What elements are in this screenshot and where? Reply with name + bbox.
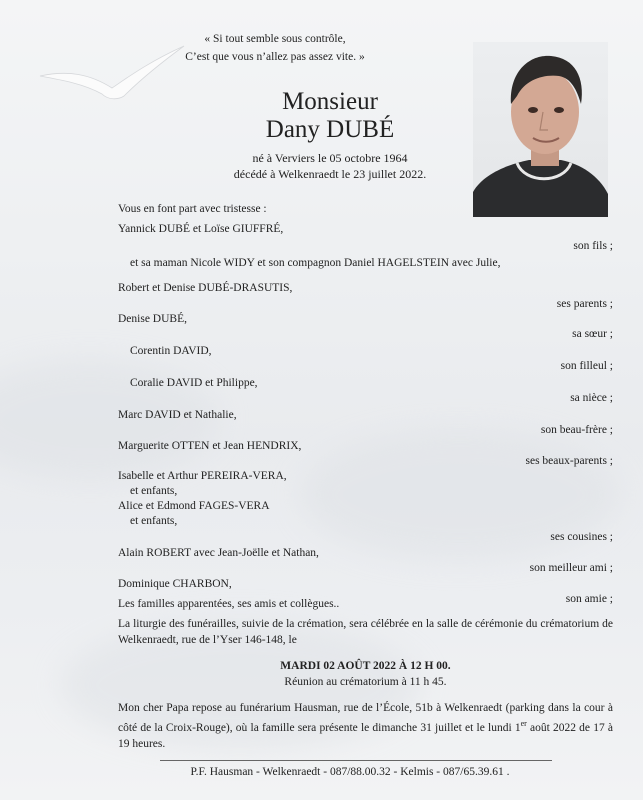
family-entry [118,222,613,254]
family-list [118,222,613,607]
life-dates [180,150,480,182]
entry-names: Isabelle et Arthur PEREIRA-VERA, [118,470,287,482]
viewing-text-part: août 2022 de 17 à 19 heures. [118,721,613,750]
entry-relation: sa sœur ; [572,328,613,340]
family-entry [118,439,613,469]
epigraph-quote [160,30,390,66]
quote-line: C’est que vous n’allez pas assez vite. » [185,51,365,63]
entry-relation: ses beaux-parents ; [525,455,613,467]
families-line: Les familles apparentées, ses amis et collègues.. [118,598,340,610]
entry-names: et enfants, [130,485,178,497]
footer-divider [160,760,552,761]
viewing-text-part: Mon cher Papa repose au funérarium Hausman, rue de l’École, 51b à Welkenraedt (parking dans la cour à côté de la Croix-Rouge), où la famille sera présente le dimanche 31 juillet et le lundi 1 [118,702,613,734]
entry-relation: sa nièce ; [570,392,613,404]
birth-line: né à Verviers le 05 octobre 1964 [252,151,408,165]
family-entry [118,312,613,342]
entry-relation: son meilleur ami ; [529,562,613,574]
entry-relation: son beau-frère ; [540,424,613,436]
family-entry [118,408,613,438]
entry-relation: son amie ; [565,593,613,605]
honorific: Monsieur [282,88,378,115]
portrait-photo [473,42,608,217]
entry-names: Robert et Denise DUBÉ-DRASUTIS, [118,282,293,294]
meeting-time: Réunion au crématorium à 11 h 45. [284,676,447,688]
ceremony-date: MARDI 02 AOÛT 2022 À 12 H 00. [280,660,451,672]
announcement-text: Vous en font part avec tristesse : [118,203,267,215]
ceremony-details [118,596,613,752]
family-entry [118,344,613,374]
entry-names: Alain ROBERT avec Jean-Joëlle et Nathan, [118,547,319,559]
family-entry [118,376,613,406]
entry-relation: son fils ; [573,240,613,252]
death-line: décédé à Welkenraedt le 23 juillet 2022. [233,167,427,181]
entry-names: Alice et Edmond FAGES-VERA [118,500,270,512]
entry-relation: son filleul ; [560,360,613,372]
entry-names: Corentin DAVID, [130,345,212,357]
entry-names: Denise DUBÉ, [118,313,187,325]
family-entry [118,256,613,271]
family-entry [118,546,613,576]
entry-names: Dominique CHARBON, [118,578,232,590]
entry-names: et sa maman Nicole WIDY et son compagnon Daniel HAGELSTEIN avec Julie, [130,257,501,269]
family-entry [118,281,613,312]
funeral-home-footer: P.F. Hausman - Welkenraedt - 087/88.00.32 - Kelmis - 087/65.39.61 . [190,766,510,778]
quote-line: « Si tout semble sous contrôle, [204,33,346,45]
family-entry [118,469,613,545]
entry-names: Yannick DUBÉ et Loïse GIUFFRÉ, [118,223,284,235]
deceased-name: Dany DUBÉ [265,116,395,143]
entry-names: et enfants, [130,515,178,527]
deceased-heading [180,88,480,182]
ordinal-suffix: er [520,719,527,728]
entry-names: Marc DAVID et Nathalie, [118,409,237,421]
entry-names: Marguerite OTTEN et Jean HENDRIX, [118,440,302,452]
entry-names: Coralie DAVID et Philippe, [130,377,258,389]
viewing-text [118,700,613,752]
liturgy-text: La liturgie des funérailles, suivie de la crémation, sera célébrée en la salle de cérémonie du crématorium de Welkenraedt, rue de l’Yser 146-148, le [118,618,613,646]
entry-relation: ses cousines ; [550,531,613,543]
entry-relation: ses parents ; [556,298,613,310]
